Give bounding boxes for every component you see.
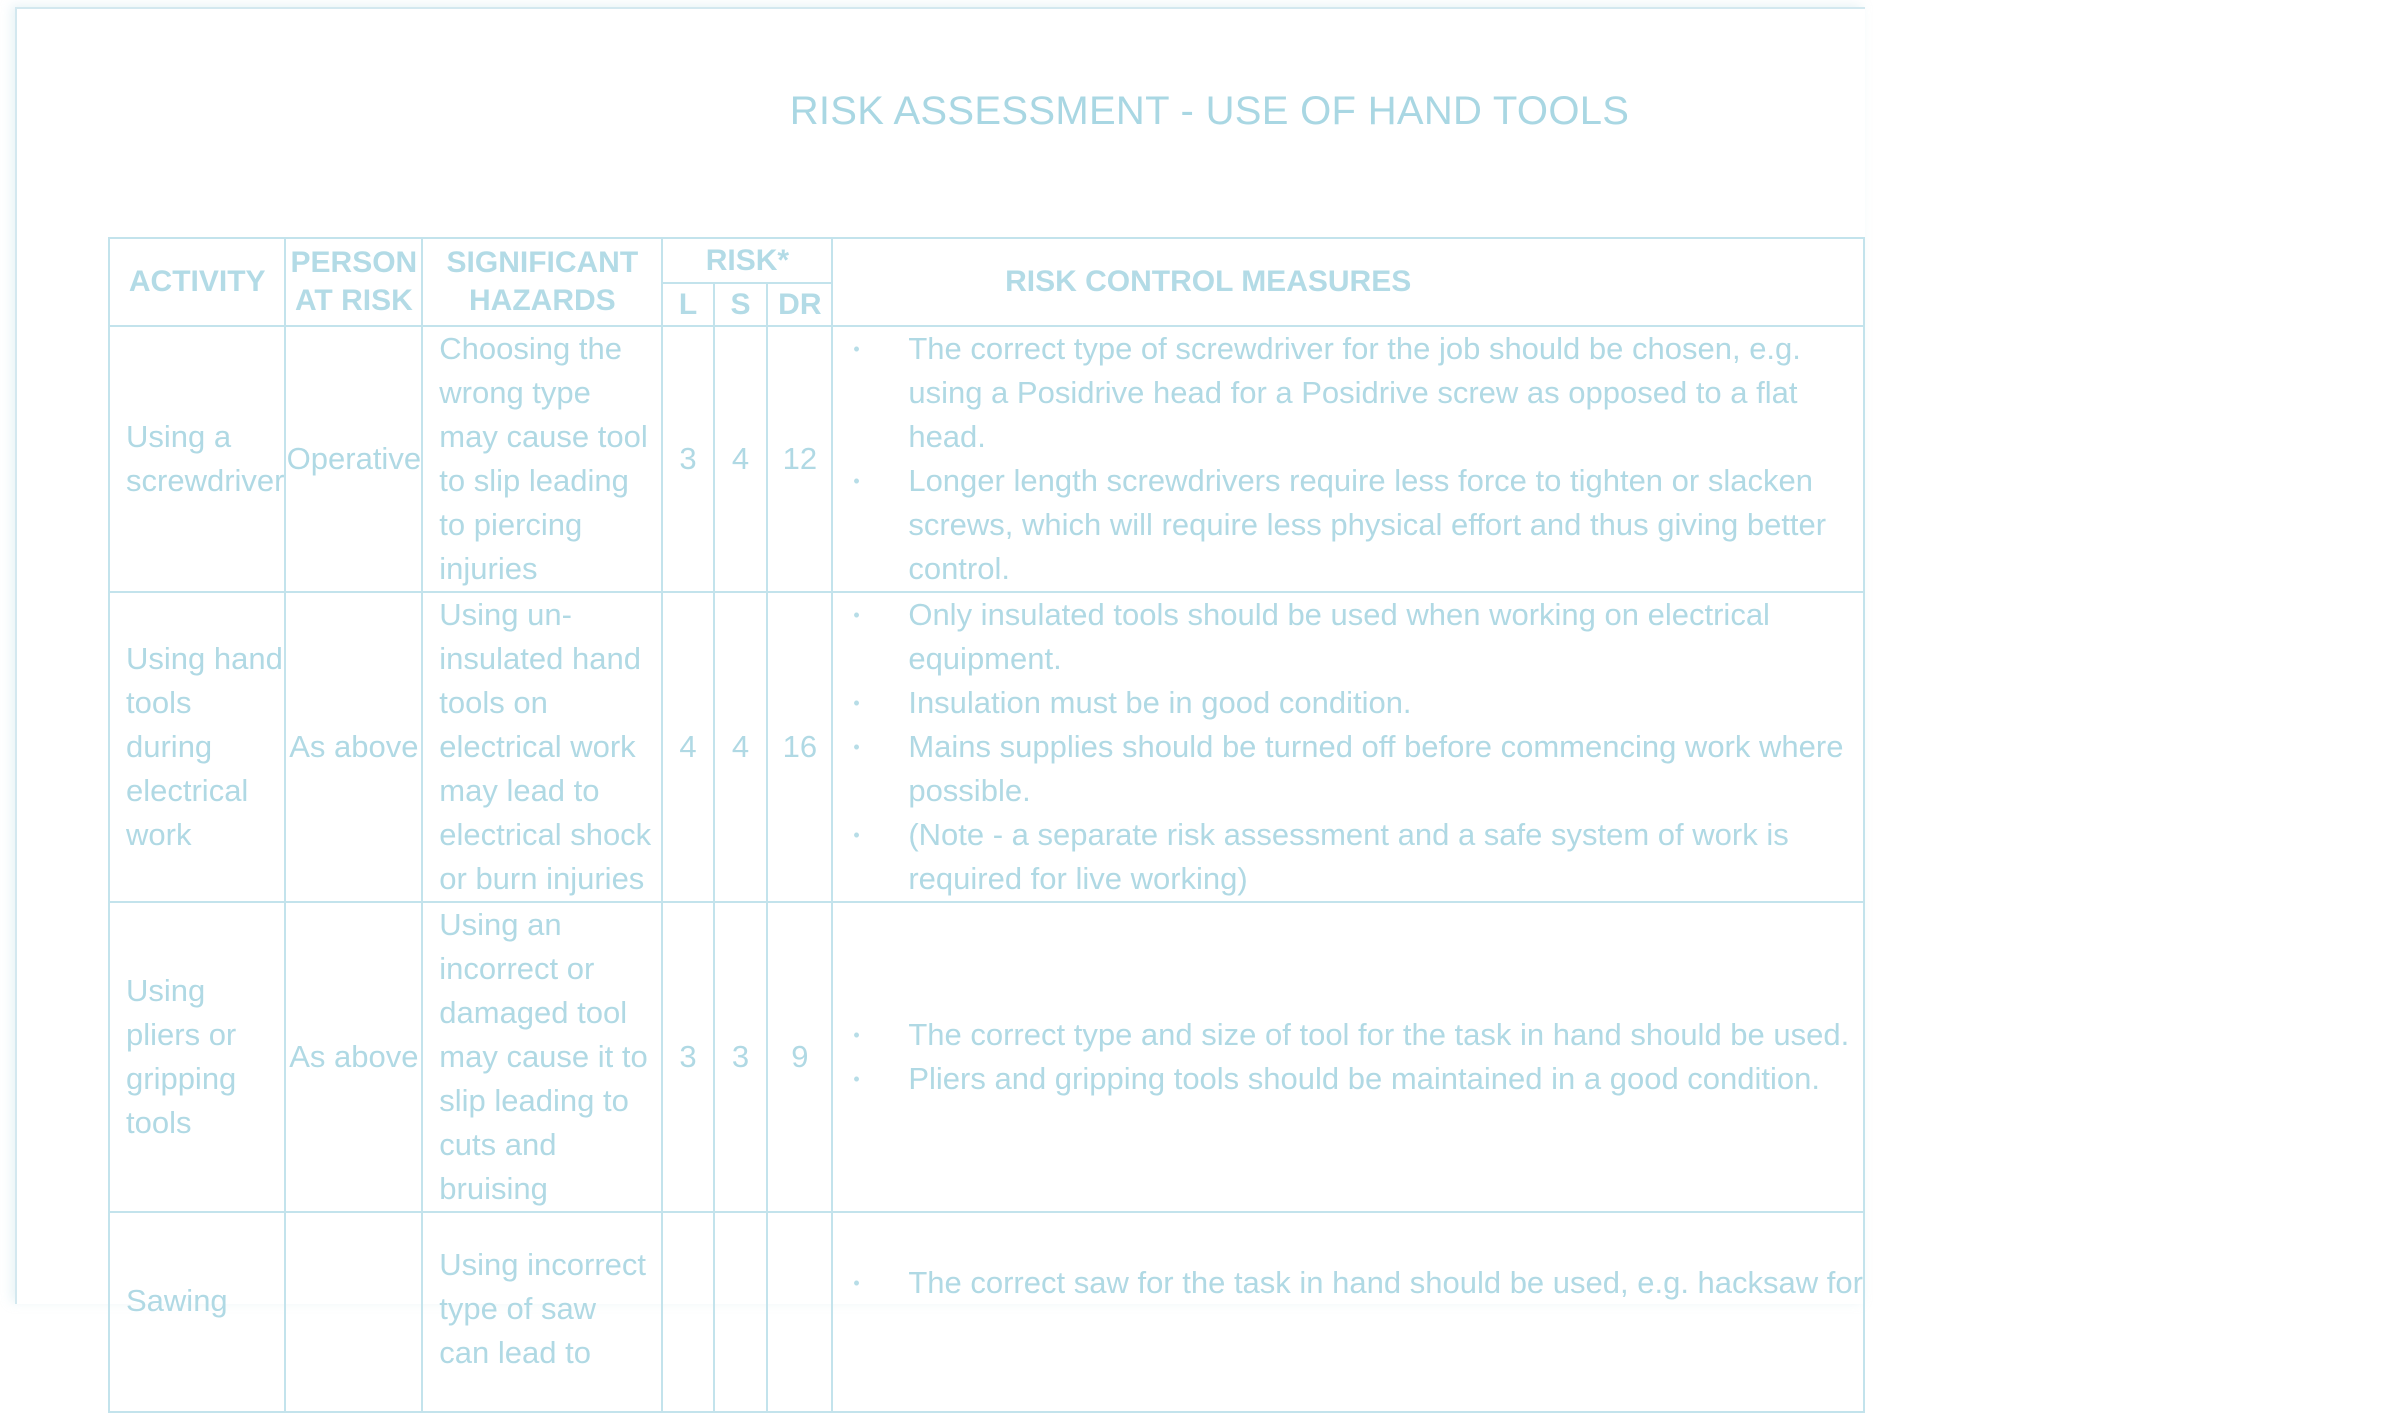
risk-s-cell: 3 (714, 902, 768, 1212)
table-row (109, 902, 1864, 1212)
measure-text-line: Insulation must be in good condition. (908, 685, 1412, 720)
significant-hazard-cell: Using incorrect type of saw can lead to (422, 1212, 662, 1412)
risk-control-measures-cell (832, 326, 1864, 592)
header-activity: ACTIVITY (109, 238, 285, 326)
measure-text-line: (Note - a separate risk assessment and a safe system of work is (908, 817, 1789, 852)
measure-text-line: Longer length screwdrivers require less force to tighten or slacken (908, 463, 1813, 498)
activity-cell: Using pliers or gripping tools (109, 902, 285, 1212)
risk-control-measures-cell (832, 592, 1864, 902)
table-header (109, 238, 1864, 326)
table-row (109, 326, 1864, 592)
risk-dr-cell (767, 1212, 832, 1412)
bullet-icon: • (853, 737, 860, 757)
bullet-icon: • (853, 693, 860, 713)
significant-hazard-cell: Choosing the wrong type may cause tool to slip leading to piercing injuries (422, 326, 662, 592)
risk-dr-cell: 12 (767, 326, 832, 592)
measure-text-line: equipment. (908, 641, 1062, 676)
measure-text-line: Only insulated tools should be used when working on electrical (908, 597, 1770, 632)
person-at-risk-cell (285, 1212, 422, 1412)
measures-list (853, 1261, 1863, 1305)
risk-control-measures-cell (832, 1212, 1864, 1412)
measure-item (853, 1261, 1863, 1305)
measure-text-line: The correct type and size of tool for the task in hand should be used. (908, 1017, 1850, 1052)
measure-text-line: head. (908, 419, 986, 454)
risk-l-cell: 3 (662, 902, 713, 1212)
risk-s-cell (714, 1212, 768, 1412)
bullet-icon: • (853, 825, 860, 845)
bullet-icon: • (853, 471, 860, 491)
activity-cell: Using hand tools during electrical work (109, 592, 285, 902)
bullet-icon: • (853, 1273, 860, 1293)
significant-hazard-cell: Using an incorrect or damaged tool may cause it to slip leading to cuts and bruising (422, 902, 662, 1212)
risk-s-cell: 4 (714, 592, 768, 902)
bullet-icon: • (853, 1025, 860, 1045)
bullet-icon: • (853, 339, 860, 359)
measure-text-line: Pliers and gripping tools should be maintained in a good condition. (908, 1061, 1820, 1096)
measure-item (853, 459, 1863, 591)
measures-list (853, 327, 1863, 591)
measures-list (853, 1013, 1863, 1101)
measure-text-line: required for live working) (908, 861, 1248, 896)
risk-assessment-table (108, 237, 1865, 1413)
activity-cell: Sawing (109, 1212, 285, 1412)
measure-text-line: possible. (908, 773, 1031, 808)
risk-l-cell: 3 (662, 326, 713, 592)
header-risk-control-measures: RISK CONTROL MEASURES (832, 238, 1864, 326)
measure-text-line: using a Posidrive head for a Posidrive screw as opposed to a flat (908, 375, 1798, 410)
document-page (15, 7, 1865, 1370)
measure-item (853, 813, 1863, 901)
risk-dr-cell: 16 (767, 592, 832, 902)
measure-text-line: screws, which will require less physical effort and thus giving better (908, 507, 1827, 542)
bullet-icon: • (853, 605, 860, 625)
measure-item (853, 1057, 1863, 1101)
measure-item (853, 1013, 1863, 1057)
risk-s-cell: 4 (714, 326, 768, 592)
measure-item (853, 681, 1863, 725)
risk-control-measures-cell (832, 902, 1864, 1212)
risk-l-cell: 4 (662, 592, 713, 902)
header-dr: DR (767, 283, 832, 326)
header-s: S (714, 283, 768, 326)
person-at-risk-cell: Operative (285, 326, 422, 592)
person-at-risk-cell: As above (285, 592, 422, 902)
bullet-icon: • (853, 1069, 860, 1089)
measure-item (853, 725, 1863, 813)
person-at-risk-cell: As above (285, 902, 422, 1212)
header-risk: RISK* (662, 238, 832, 283)
measure-item (853, 593, 1863, 681)
significant-hazard-cell: Using un-insulated hand tools on electrical work may lead to electrical shock or burn injuries (422, 592, 662, 902)
header-significant-hazards: SIGNIFICANT HAZARDS (422, 238, 662, 326)
document-title: RISK ASSESSMENT - USE OF HAND TOOLS (789, 89, 1630, 133)
measure-text-line: Mains supplies should be turned off before commencing work where (908, 729, 1844, 764)
measures-list (853, 593, 1863, 901)
header-person-at-risk: PERSON AT RISK (285, 238, 422, 326)
measure-text-line: The correct type of screwdriver for the job should be chosen, e.g. (908, 331, 1801, 366)
activity-cell: Using a screwdriver (109, 326, 285, 592)
risk-l-cell (662, 1212, 713, 1412)
header-l: L (662, 283, 713, 326)
measure-item (853, 327, 1863, 459)
table-row (109, 1212, 1864, 1412)
risk-dr-cell: 9 (767, 902, 832, 1212)
table-body (109, 326, 1864, 1412)
measure-text-line: The correct saw for the task in hand should be used, e.g. hacksaw for (908, 1265, 1863, 1300)
table-row (109, 592, 1864, 902)
measure-text-line: control. (908, 551, 1010, 586)
